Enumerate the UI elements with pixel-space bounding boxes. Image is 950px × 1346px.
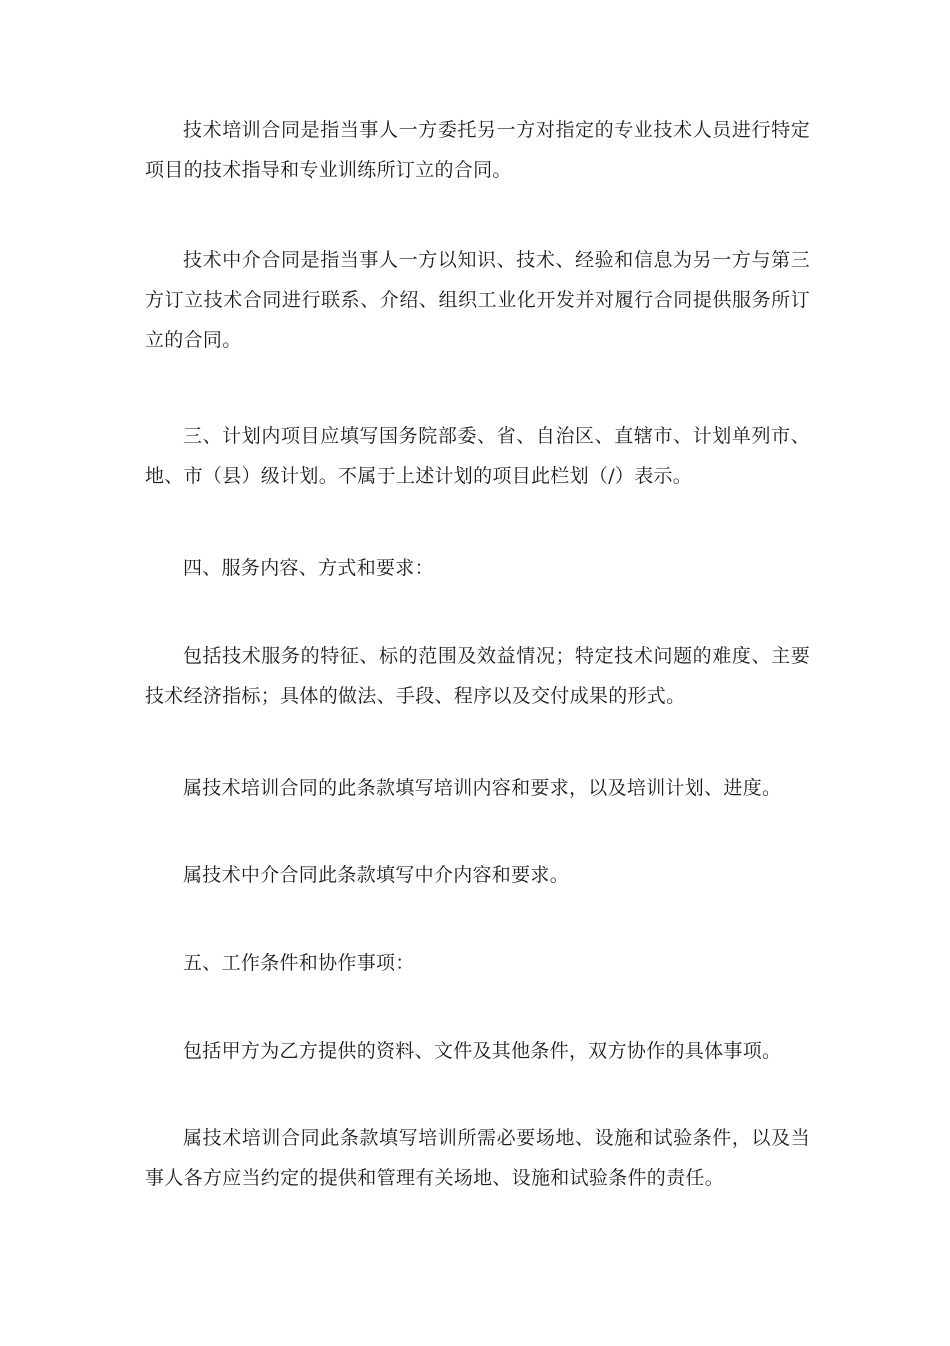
- paragraph-training-venue-conditions: 属技术培训合同此条款填写培训所需必要场地、设施和试验条件，以及当事人各方应当约定的提供和管理有关场地、设施和试验条件的责任。: [145, 1127, 810, 1189]
- heading-section-4-service-content: 四、服务内容、方式和要求：: [183, 557, 434, 579]
- paragraph-intermediary-contract-clause: 属技术中介合同此条款填写中介内容和要求。: [183, 864, 570, 886]
- paragraph-training-contract-definition: 技术培训合同是指当事人一方委托另一方对指定的专业技术人员进行特定项目的技术指导和专业训练所订立的合同。: [145, 119, 810, 181]
- paragraph-section-3-plan-projects: 三、计划内项目应填写国务院部委、省、自治区、直辖市、计划单列市、地、市（县）级计划。不属于上述计划的项目此栏划（/）表示。: [145, 425, 810, 487]
- paragraph-party-a-provisions: 包括甲方为乙方提供的资料、文件及其他条件，双方协作的具体事项。: [183, 1040, 782, 1062]
- paragraph-service-content-details: 包括技术服务的特征、标的范围及效益情况；特定技术问题的难度、主要技术经济指标；具体的做法、手段、程序以及交付成果的形式。: [145, 645, 810, 707]
- paragraph-intermediary-contract-definition: 技术中介合同是指当事人一方以知识、技术、经验和信息为另一方与第三方订立技术合同进行联系、介绍、组织工业化开发并对履行合同提供服务所订立的合同。: [145, 249, 810, 351]
- heading-section-5-work-conditions: 五、工作条件和协作事项：: [183, 952, 415, 974]
- paragraph-training-contract-clause: 属技术培训合同的此条款填写培训内容和要求，以及培训计划、进度。: [183, 777, 782, 799]
